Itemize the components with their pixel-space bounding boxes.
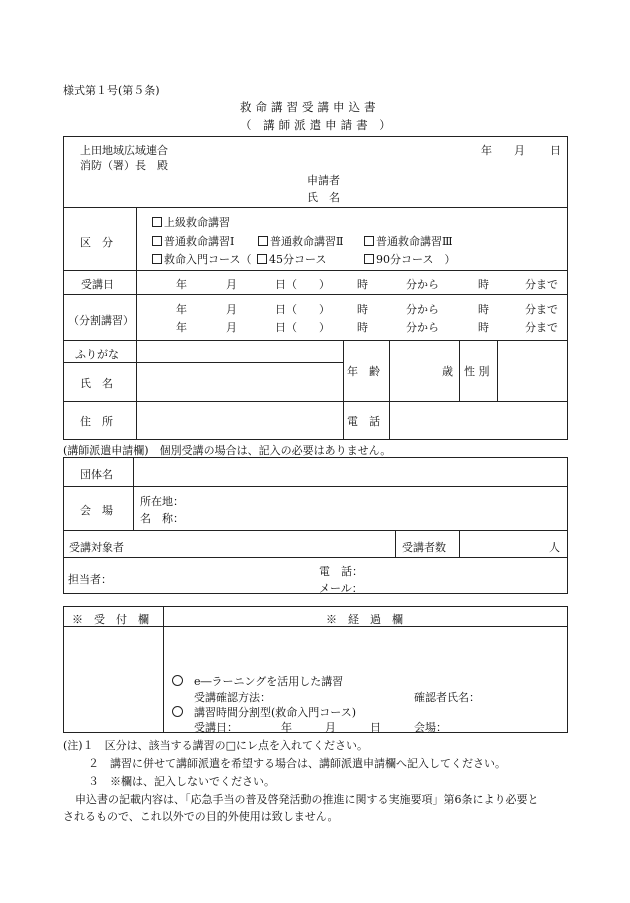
option-standard-1[interactable]: 普通救命講習Ⅰ <box>152 233 234 249</box>
checkbox-icon[interactable] <box>364 254 374 264</box>
addressee-line2: 消防（署）長 殿 <box>80 159 168 172</box>
contact-mail-label: メール： <box>319 582 363 595</box>
schedule-hour2: 時 <box>478 278 489 291</box>
progress-label: ※ 経 過 欄 <box>326 613 403 626</box>
venue-label: 会 場 <box>80 504 113 517</box>
schedule-hour: 時 <box>357 278 368 291</box>
age-unit: 歳 <box>442 365 453 378</box>
split1-from: 分から <box>406 303 439 316</box>
note-4: 申込書の記載内容は、「応急手当の普及啓発活動の推進に関する実施要項」第6条により必要と <box>75 793 539 806</box>
venue-name-label: 名 称： <box>140 512 184 525</box>
date-label: 受講日 <box>81 278 114 291</box>
applicant-name-label: 氏 名 <box>80 377 113 390</box>
option-90min[interactable]: 90分コース ） <box>364 251 455 267</box>
split2-month: 月 <box>226 321 237 334</box>
attend-month: 月 <box>325 721 336 734</box>
split2-year: 年 <box>176 321 187 334</box>
contact-phone-label: 電 話： <box>319 565 363 578</box>
location-label: 所在地： <box>140 495 184 508</box>
count-unit: 人 <box>549 541 560 554</box>
target-label: 受講対象者 <box>69 541 124 554</box>
addressee-line1: 上田地域広域連合 <box>80 144 168 157</box>
attend-day: 日 <box>370 721 381 734</box>
split1-day: 日（ ） <box>275 303 330 316</box>
split-type-option[interactable]: 講習時間分割型(救命入門コース) <box>172 704 356 720</box>
group-label: 団体名 <box>80 468 113 481</box>
option-standard-2[interactable]: 普通救命講習Ⅱ <box>258 233 343 249</box>
attend-year: 年 <box>281 721 292 734</box>
applicant-name-label: 氏 名 <box>307 191 340 204</box>
form-number: 様式第１号(第５条) <box>63 84 160 97</box>
split2-until: 分まで <box>525 321 558 334</box>
checkbox-icon[interactable] <box>257 254 267 264</box>
confirmer-label: 確認者氏名： <box>414 691 480 704</box>
split2-day: 日（ ） <box>275 321 330 334</box>
furigana-label: ふりがな <box>75 348 119 361</box>
circle-icon <box>172 706 183 717</box>
category-label: 区 分 <box>80 236 113 249</box>
reception-label: ※ 受 付 欄 <box>72 613 149 626</box>
confirm-method-label: 受講確認方法： <box>194 691 271 704</box>
split2-hour2: 時 <box>478 321 489 334</box>
phone-label: 電 話 <box>347 415 380 428</box>
elearning-option[interactable]: e―ラーニングを活用した講習 <box>172 673 343 689</box>
split2-from: 分から <box>406 321 439 334</box>
option-advanced[interactable]: 上級救命講習 <box>152 214 230 230</box>
split2-hour: 時 <box>357 321 368 334</box>
schedule-day: 日（ ） <box>275 278 330 291</box>
dispatch-table <box>63 457 568 594</box>
schedule-from: 分から <box>406 278 439 291</box>
schedule-year: 年 <box>176 278 187 291</box>
checkbox-icon[interactable] <box>364 236 374 246</box>
note-3: ３ ※欄は、記入しないでください。 <box>88 775 275 788</box>
note-1: (注)１ 区分は、該当する講習の□にレ点を入れてください。 <box>63 739 368 752</box>
split1-hour: 時 <box>357 303 368 316</box>
address-label: 住 所 <box>80 415 113 428</box>
checkbox-icon[interactable] <box>152 217 162 227</box>
form-subtitle: （ 講師派遣申請書 ） <box>240 118 395 132</box>
split1-year: 年 <box>176 303 187 316</box>
note-5: されるもので、これ以外での目的外使用は致しません。 <box>63 810 339 823</box>
option-45min[interactable]: 45分コース <box>257 251 326 267</box>
split1-hour2: 時 <box>478 303 489 316</box>
age-label: 年 齢 <box>347 365 380 378</box>
split-label: （分割講習） <box>68 314 134 327</box>
split1-until: 分まで <box>525 303 558 316</box>
schedule-month: 月 <box>226 278 237 291</box>
applicant-label: 申請者 <box>307 174 340 187</box>
attend-venue-label: 会場： <box>414 721 447 734</box>
checkbox-icon[interactable] <box>258 236 268 246</box>
date-month: 月 <box>514 144 525 157</box>
gender-label: 性 別 <box>464 365 490 378</box>
option-intro[interactable]: 救命入門コース（ <box>152 251 251 267</box>
form-title: 救命講習受講申込書 <box>240 100 380 114</box>
count-label: 受講者数 <box>402 541 446 554</box>
dispatch-note: (講師派遣申請欄) 個別受講の場合は、記入の必要はありません。 <box>63 444 392 457</box>
contact-label: 担当者： <box>68 573 112 586</box>
note-2: ２ 講習に併せて講師派遣を希望する場合は、講師派遣申請欄へ記入してください。 <box>88 757 506 770</box>
checkbox-icon[interactable] <box>152 254 162 264</box>
date-day: 日 <box>550 144 561 157</box>
option-standard-3[interactable]: 普通救命講習Ⅲ <box>364 233 453 249</box>
date-year: 年 <box>481 144 492 157</box>
circle-icon <box>172 675 183 686</box>
attend-date-label: 受講日： <box>194 721 238 734</box>
schedule-until: 分まで <box>525 278 558 291</box>
split1-month: 月 <box>226 303 237 316</box>
checkbox-icon[interactable] <box>152 236 162 246</box>
